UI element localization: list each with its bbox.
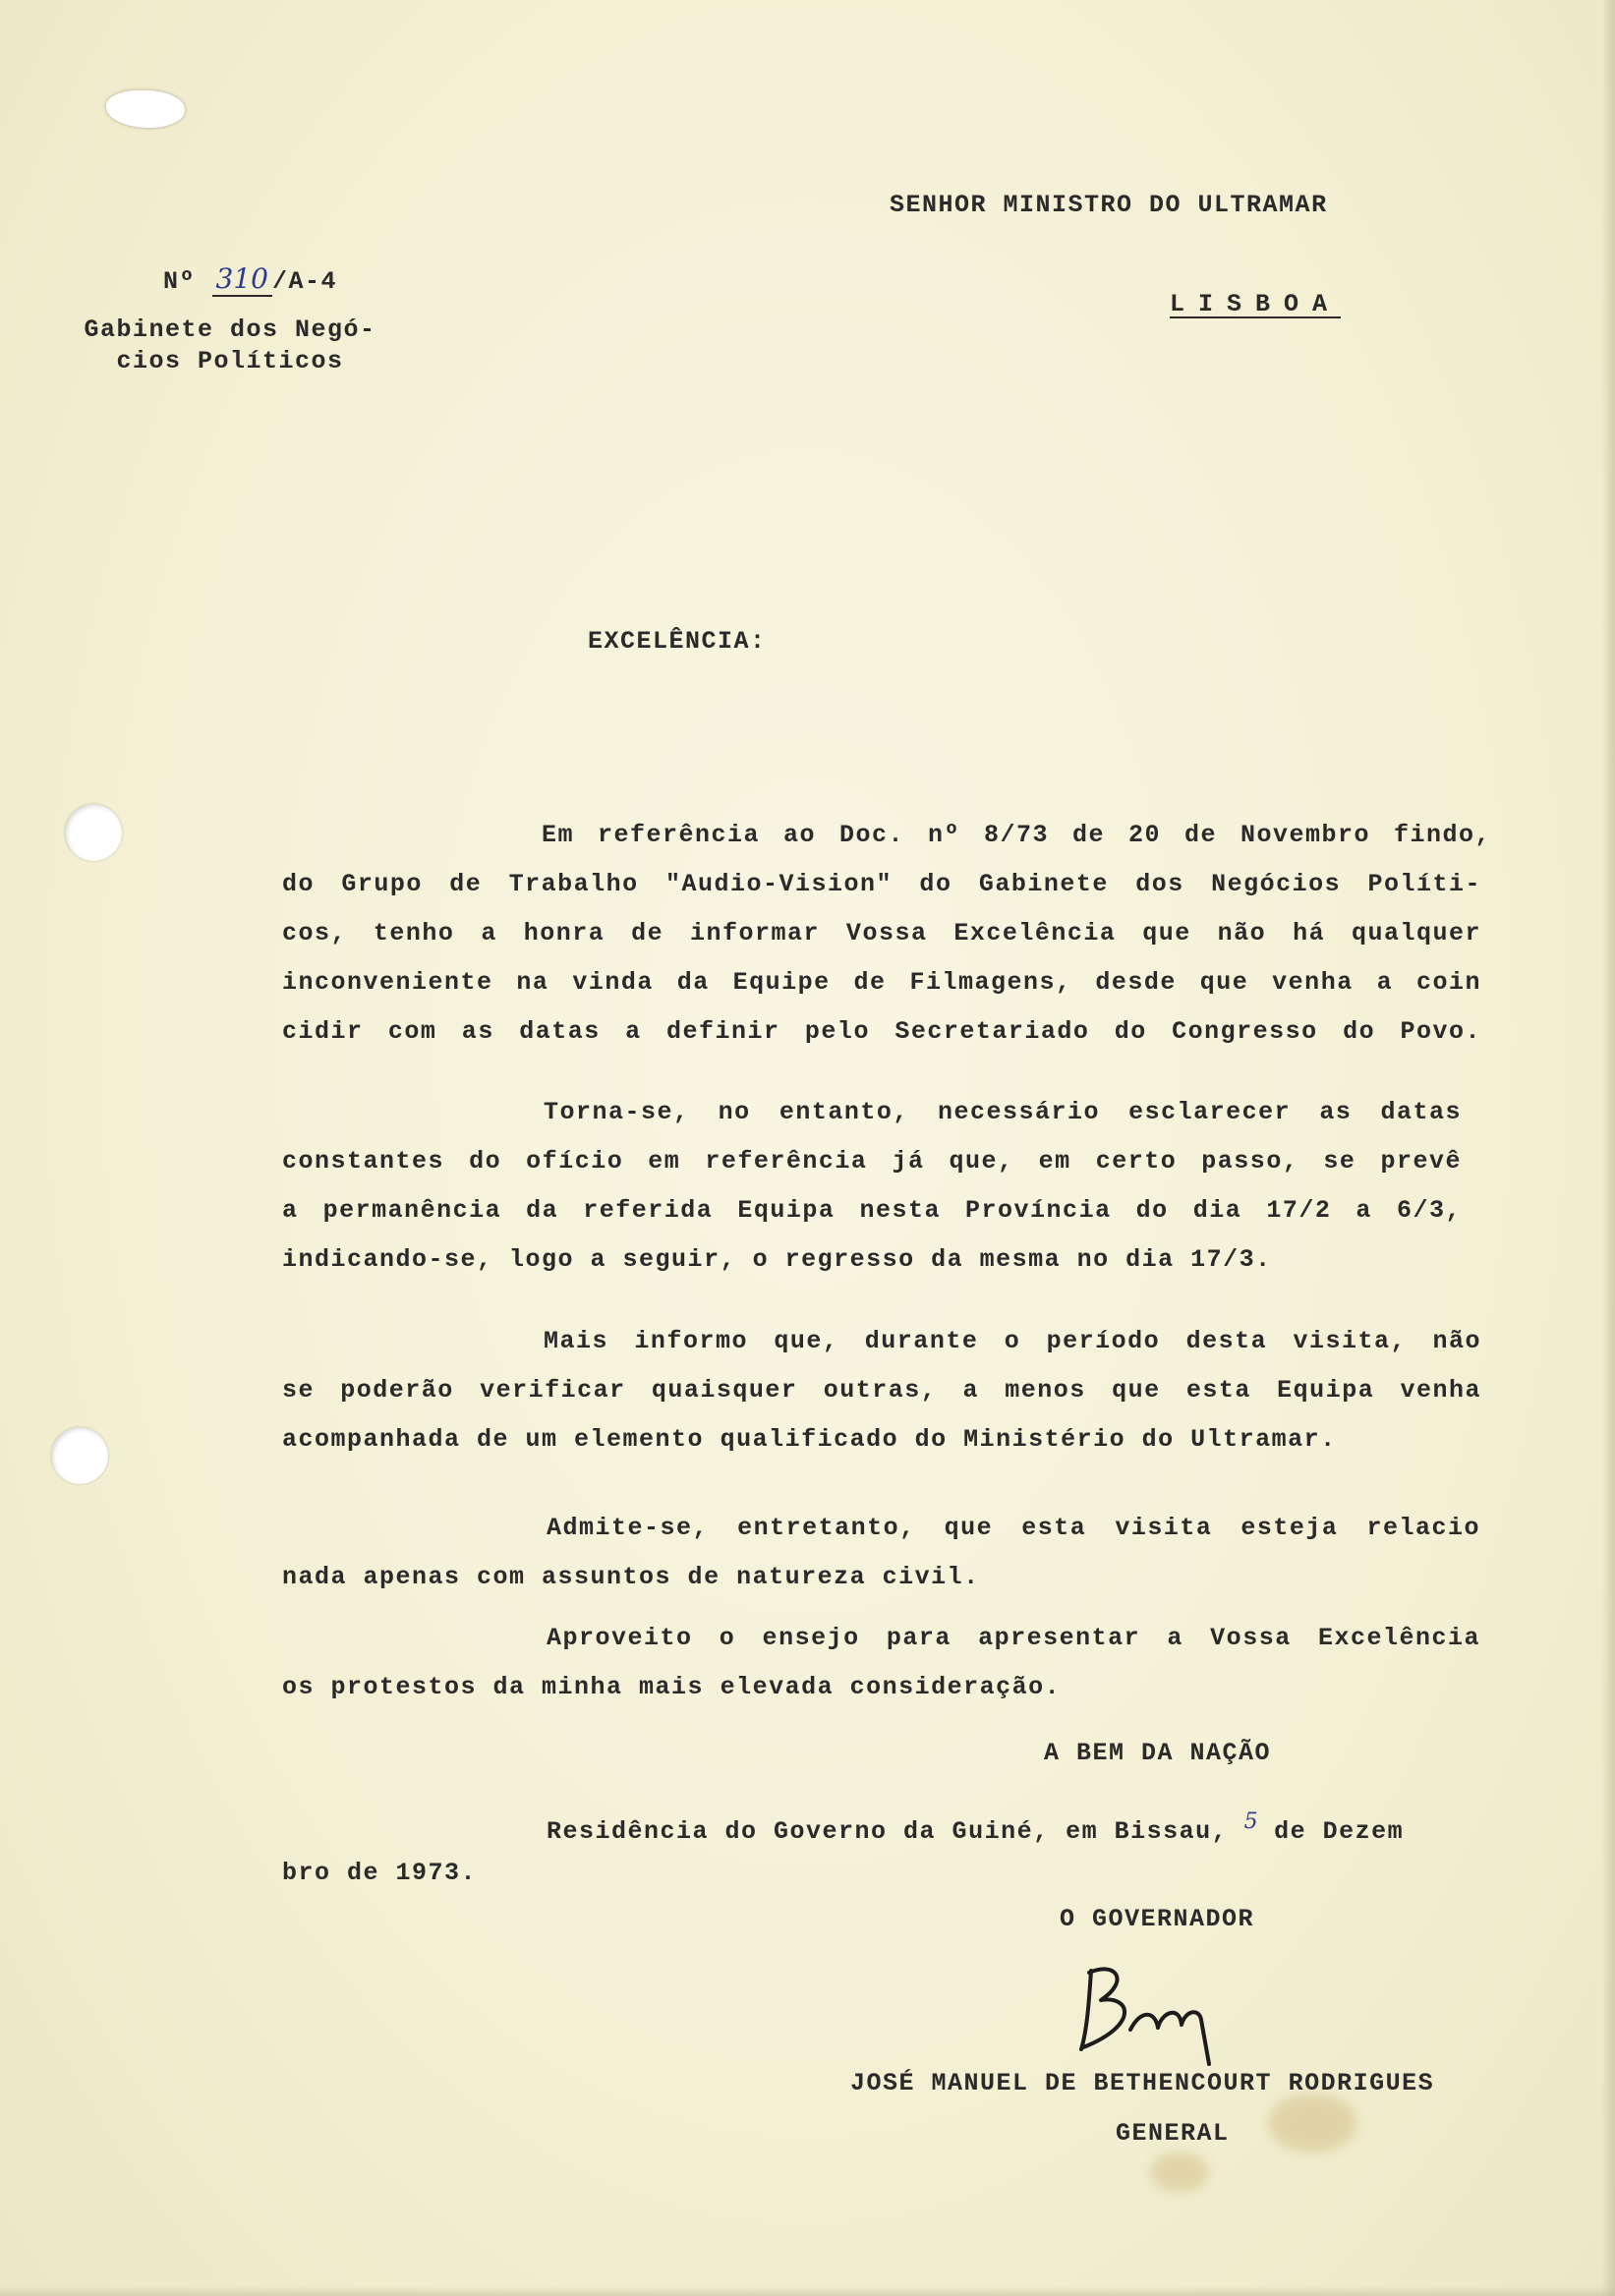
closing-place: Residência do Governo da Guiné, em Bissau, (547, 1817, 1229, 1846)
office-line-1: Gabinete dos Negó- (84, 316, 376, 344)
signer-title: O GOVERNADOR (1060, 1905, 1255, 1933)
paragraph-4-line-1: Admite-se, entretanto, que esta visita esteja relacio (547, 1514, 1480, 1542)
paragraph-2-line-1: Torna-se, no entanto, necessário esclarecer as datas (544, 1098, 1462, 1126)
destination-city: LISBOA (1170, 290, 1342, 318)
paragraph-2-line-4: indicando-se, logo a seguir, o regresso da mesma no dia 17/3. (282, 1245, 1272, 1274)
closing-month-start: de Dezem (1274, 1817, 1405, 1846)
paragraph-2-line-2: constantes do ofício em referência já que, em certo passo, se prevê (282, 1147, 1462, 1176)
signer-name: JOSÉ MANUEL DE BETHENCOURT RODRIGUES (850, 2069, 1435, 2097)
punch-hole-top (65, 804, 122, 861)
paragraph-1-line-4: inconveniente na vinda da Equipe de Filmagens, desde que venha a coin (282, 968, 1481, 997)
paper-stain (1268, 2094, 1356, 2152)
paragraph-3-line-3: acompanhada de um elemento qualificado do Ministério do Ultramar. (282, 1425, 1337, 1454)
paragraph-1-line-1: Em referência ao Doc. nº 8/73 de 20 de Novembro findo, (542, 821, 1491, 849)
signer-rank: GENERAL (1116, 2119, 1230, 2148)
salutation: EXCELÊNCIA: (588, 627, 767, 656)
closing-date-line-2: bro de 1973. (282, 1859, 478, 1887)
reference-prefix: Nº (163, 267, 197, 296)
reference-suffix: /A-4 (271, 267, 337, 296)
paragraph-5-line-1: Aproveito o ensejo para apresentar a Vossa Excelência (547, 1624, 1480, 1652)
paper-bottom-edge (0, 2286, 1615, 2296)
paragraph-3-line-1: Mais informo que, durante o período desta visita, não (544, 1327, 1481, 1355)
closing-place-date-line-1 (547, 1811, 1404, 1844)
handwritten-signature (1071, 1951, 1248, 2069)
paragraph-4-line-2: nada apenas com assuntos de natureza civil. (282, 1563, 980, 1591)
paragraph-1-line-2: do Grupo de Trabalho "Audio-Vision" do Gabinete dos Negócios Políti- (282, 870, 1481, 898)
paper-edge-shadow (1601, 0, 1615, 2296)
closing-motto: A BEM DA NAÇÃO (1044, 1739, 1272, 1767)
addressee: SENHOR MINISTRO DO ULTRAMAR (890, 191, 1328, 219)
handwritten-day: 5 (1243, 1809, 1258, 1834)
paper-stain (1150, 2152, 1209, 2192)
paragraph-5-line-2: os protestos da minha mais elevada consideração. (282, 1673, 1062, 1701)
paragraph-3-line-2: se poderão verificar quaisquer outras, a menos que esta Equipa venha (282, 1376, 1481, 1405)
punch-hole-bottom (51, 1427, 108, 1484)
reference-number (163, 262, 337, 296)
paragraph-1-line-5: cidir com as datas a definir pelo Secretariado do Congresso do Povo. (282, 1017, 1481, 1046)
office-line-2: cios Políticos (116, 347, 344, 375)
reference-handwritten-number: 310 (212, 262, 272, 297)
paragraph-2-line-3: a permanência da referida Equipa nesta Província do dia 17/2 a 6/3, (282, 1196, 1462, 1225)
paragraph-1-line-3: cos, tenho a honra de informar Vossa Excelência que não há qualquer (282, 919, 1481, 947)
staple-hole-mark (106, 90, 185, 128)
